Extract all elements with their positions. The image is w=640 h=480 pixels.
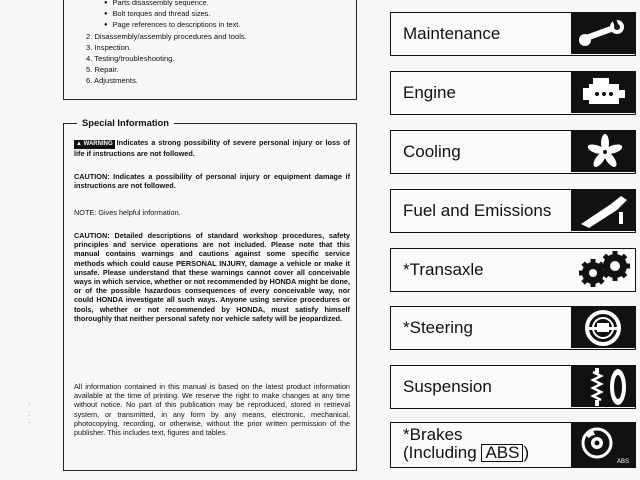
engine-icon xyxy=(571,72,635,113)
shock-absorber-icon xyxy=(571,366,635,407)
tab-fuel-and-emissions[interactable] xyxy=(390,189,636,233)
toc-item: 4. Testing/troubleshooting. xyxy=(86,54,175,63)
toc-item: 5. Repair. xyxy=(86,65,119,74)
toc-item: 3. Inspection. xyxy=(86,43,132,52)
fuel-nozzle-icon xyxy=(571,190,635,231)
tab-label: Suspension xyxy=(403,377,492,396)
tab-brakes[interactable] xyxy=(390,422,636,468)
fan-icon xyxy=(571,131,635,172)
tab-label: Maintenance xyxy=(403,24,501,43)
tab-cooling[interactable] xyxy=(390,130,636,174)
info-paragraph: All information contained in this manual is based on the latest product information available at the time of printing. We reserve the right to make changes at any time without notice. No part of this publication may be reproduced, stored in retrieval system, or transmitted, in any form by any means, electronic, mechanical, photocopying, recording, or otherwise, without the prior written permission of the publisher. This includes text, figures and tables. xyxy=(74,382,350,438)
tab-maintenance[interactable] xyxy=(390,12,636,56)
toc-panel xyxy=(63,0,357,100)
margin-marks: · : · xyxy=(28,400,31,427)
tab-label: Cooling xyxy=(403,142,461,161)
tab-transaxle[interactable] xyxy=(390,248,636,292)
special-information-title: Special Information xyxy=(77,117,174,129)
toc-bullet: ● Parts disassembly sequence. xyxy=(104,0,209,9)
abs-mini-label: ABS xyxy=(616,459,629,465)
tab-engine[interactable] xyxy=(390,71,636,115)
tab-label: *Transaxle xyxy=(403,260,484,279)
steering-wheel-icon xyxy=(571,307,635,348)
wrench-icon xyxy=(571,13,635,54)
gears-icon xyxy=(571,249,635,290)
toc-item: 2. Disassembly/assembly procedures and tools. xyxy=(86,32,247,41)
tab-label: Engine xyxy=(403,83,456,102)
tab-label: *Brakes (Including ABS ) xyxy=(403,425,530,462)
toc-bullet: ● Page references to descriptions in text. xyxy=(104,20,240,31)
toc-item: 6. Adjustments. xyxy=(86,76,138,85)
tab-steering[interactable] xyxy=(390,306,636,350)
special-information-box xyxy=(63,117,357,471)
tab-suspension[interactable] xyxy=(390,365,636,409)
warning-badge: ▲ WARNING xyxy=(76,141,113,147)
caution-paragraph: CAUTION: Indicates a possibility of personal injury or equipment damage if instructions are not followed. xyxy=(74,172,350,191)
toc-bullet: ● Bolt torques and thread sizes. xyxy=(104,9,210,20)
brake-disc-icon xyxy=(571,423,635,467)
tab-label: *Steering xyxy=(403,318,473,337)
caution-detail-paragraph: CAUTION: Detailed descriptions of standard workshop procedures, safety principles and service operations are not included. Please note that this manual contains warnings and cautions against some specific service methods which could cause PERSONAL INJURY, damage a vehicle or make it unsafe. Please understand that these warnings cannot cover all conceivable ways in which service, whether or not recommended by HONDA might be done, or of the possible hazardous consequences of every conceivable way, nor could HONDA investigate all such ways. Anyone using service procedures or tools, whether or not recommended by HONDA, must satisfy himself thoroughly that neither personal safety nor vehicle safety will be jeopardized. xyxy=(74,231,350,323)
tab-label: Fuel and Emissions xyxy=(403,201,552,220)
note-paragraph: NOTE: Gives helpful information. xyxy=(74,208,181,217)
abs-box: ABS xyxy=(481,444,523,462)
warning-paragraph: ▲ WARNING Indicates a strong possibility of severe personal injury or loss of life if instructions are not followed. xyxy=(74,138,350,158)
